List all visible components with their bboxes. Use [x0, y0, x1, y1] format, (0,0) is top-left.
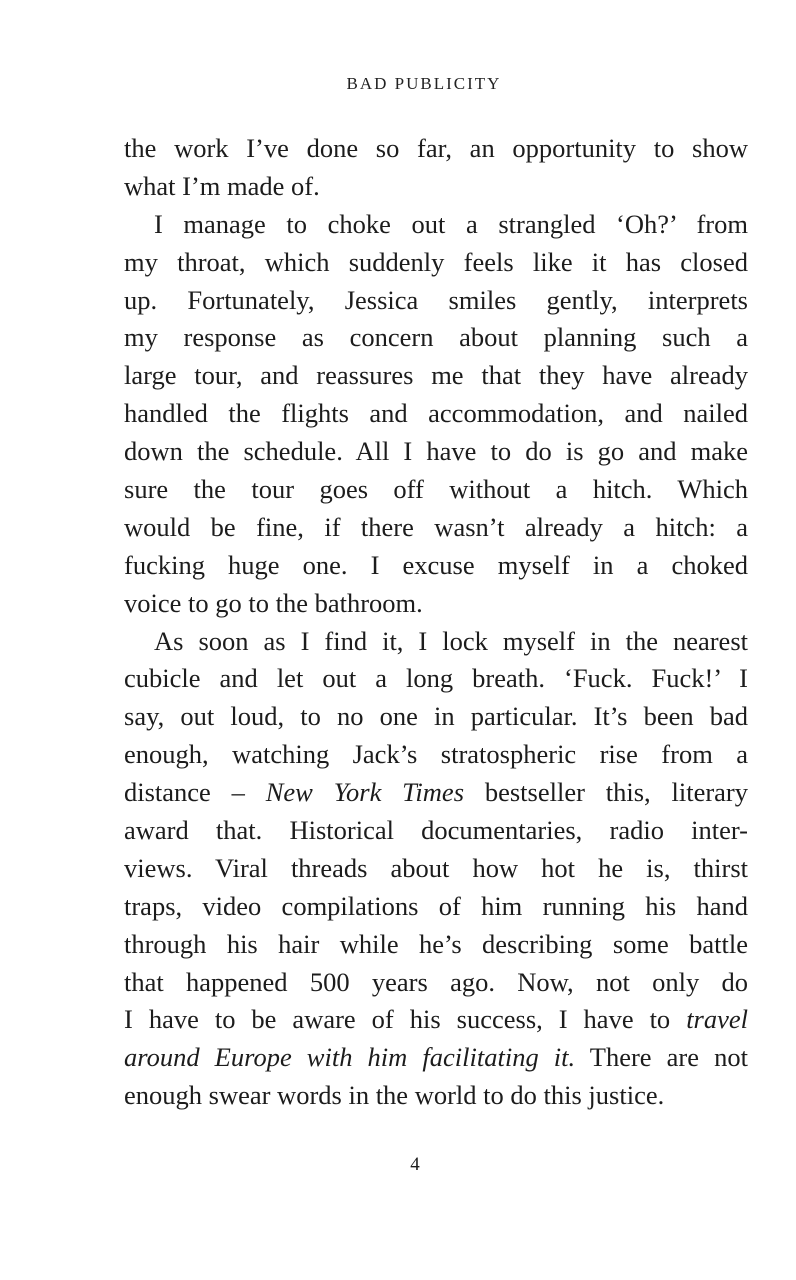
- text-line: up. Fortunately, Jessica smiles gently, interprets: [124, 284, 748, 315]
- text-line: say, out loud, to no one in particular. It’s been bad: [124, 701, 748, 732]
- text-run: bestseller this, literary: [464, 777, 749, 808]
- text-line: traps, video compilations of him running his hand: [124, 890, 748, 921]
- text-line: [124, 1039, 748, 1077]
- text-line: down the schedule. All I have to do is go and make: [124, 436, 748, 467]
- text-line: the work I’ve done so far, an opportunity to show: [124, 133, 748, 163]
- text-line: [124, 774, 748, 812]
- text-line: award that. Historical documentaries, radio inter-: [124, 815, 748, 846]
- text-line: handled the flights and accommodation, and nailed: [124, 398, 748, 429]
- text-line: I manage to choke out a strangled ‘Oh?’ from: [154, 208, 748, 239]
- italic-emphasis: travel: [686, 1004, 748, 1035]
- text-line: views. Viral threads about how hot he is, thirst: [124, 852, 748, 883]
- text-run: There are not: [575, 1042, 748, 1073]
- text-line: fucking huge one. I excuse myself in a choked: [124, 549, 748, 580]
- page-number: 4: [410, 1154, 420, 1175]
- text-line: cubicle and let out a long breath. ‘Fuck. Fuck!’ I: [124, 663, 748, 694]
- text-line: enough, watching Jack’s stratospheric rise from a: [124, 739, 748, 770]
- text-run: distance –: [124, 777, 266, 808]
- text-line: voice to go to the bathroom.: [124, 587, 423, 618]
- italic-title: New York Times: [265, 777, 465, 808]
- italic-emphasis: around Europe with him facilitating it.: [124, 1042, 576, 1073]
- text-line: through his hair while he’s describing some battle: [124, 928, 748, 959]
- text-line: large tour, and reassures me that they have already: [124, 360, 748, 391]
- text-run: I have to be aware of his success, I have to: [124, 1004, 687, 1035]
- text-line: As soon as I find it, I lock myself in the nearest: [154, 625, 748, 656]
- text-line: [124, 1001, 748, 1039]
- running-head: BAD PUBLICITY: [346, 74, 502, 93]
- body-text: [124, 130, 748, 1115]
- text-line: sure the tour goes off without a hitch. Which: [124, 474, 748, 505]
- text-line: would be fine, if there wasn’t already a hitch: a: [124, 511, 748, 542]
- text-line: enough swear words in the world to do this justice.: [124, 1080, 665, 1111]
- text-line: that happened 500 years ago. Now, not only do: [124, 966, 748, 997]
- text-line: my response as concern about planning such a: [124, 322, 748, 353]
- text-line: my throat, which suddenly feels like it has closed: [124, 246, 748, 277]
- text-line: what I’m made of.: [124, 170, 320, 201]
